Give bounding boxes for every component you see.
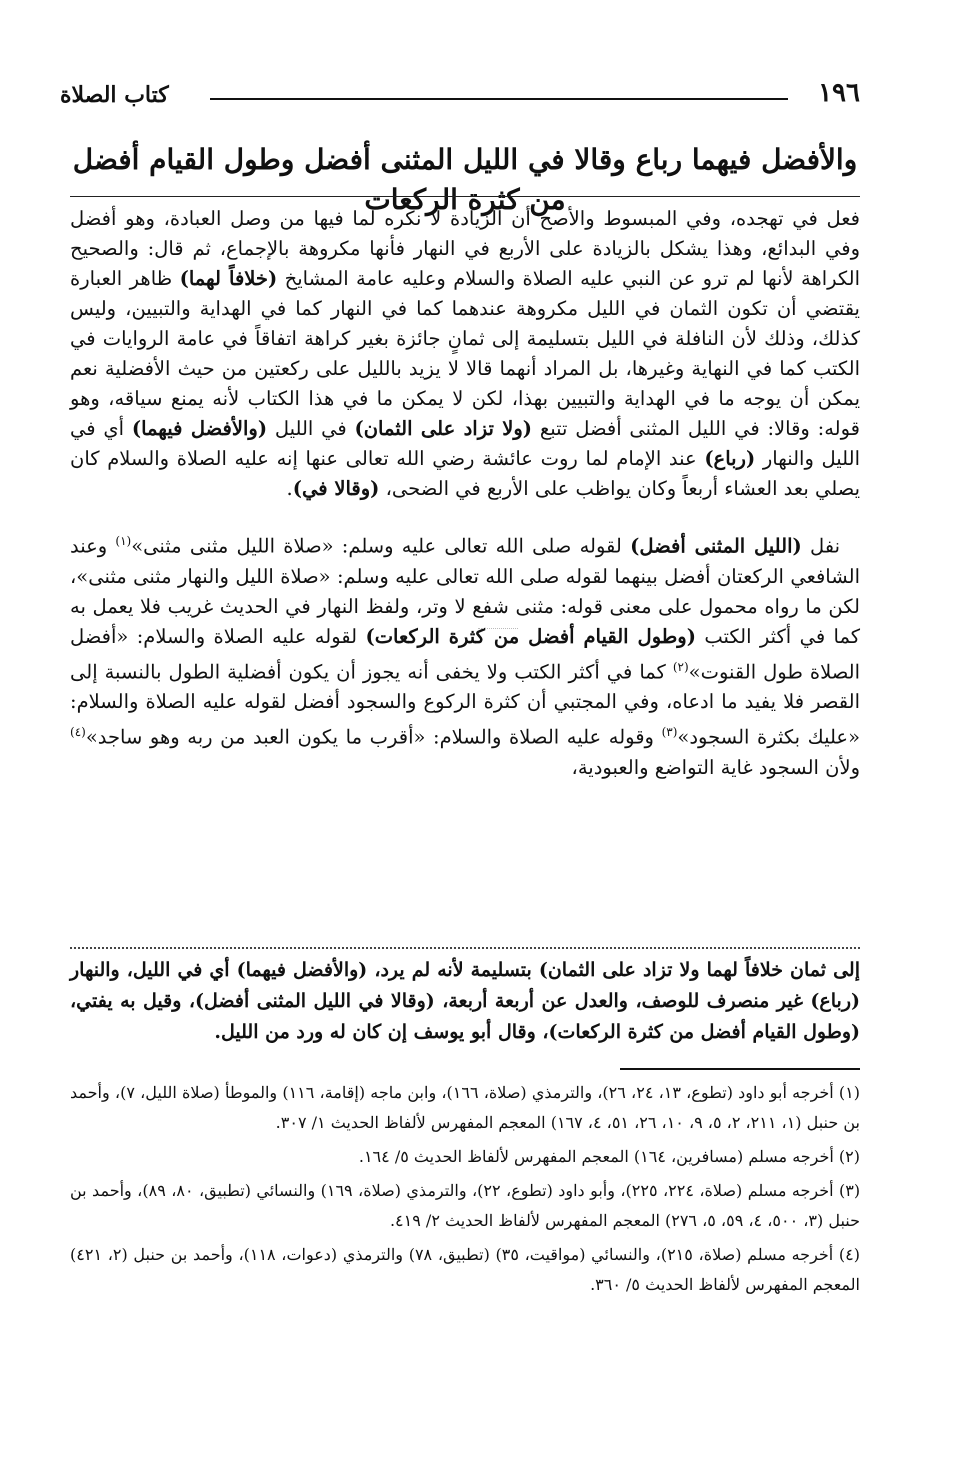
bold-matn-quote: (ولا تزاد على الثمان) — [354, 417, 533, 440]
text-run: وعند الشافعي الركعتان أفضل بينهما لقوله صلى الله تعالى عليه وسلم: «صلاة الليل والنهار مثنى مثنى»، لكن ما رواه محمول على معنى قوله: مثنى شفع لا وتر، ولفظ النهار في الحديث غريب فلا يعمل به كما في أكثر الكتب — [70, 534, 861, 648]
bold-matn-quote: (خلافاً لهما) — [179, 267, 278, 290]
footnote-4: (٤) أخرجه مسلم (صلاة، ٢١٥)، والنسائي (مواقيت، ٣٥) (تطبيق، ٧٨) والترمذي (دعوات، ١١٨)، وأحمد بن حنبل (٢، ٤٢١) المعجم المفهرس لألفاظ الحديث ٥/ ٣٦٠. — [70, 1245, 860, 1294]
text-run: وقوله عليه الصلاة والسلام: «أقرب ما يكون العبد من ربه وهو ساجد» — [85, 725, 654, 749]
page-header — [60, 70, 860, 110]
scan-artifact — [478, 628, 518, 629]
footnote-ref: (٤) — [70, 725, 86, 739]
bold-matn-quote: (وقالا في) — [292, 477, 380, 500]
header-rule — [210, 98, 788, 100]
text-run: ظاهر العبارة يقتضي أن تكون الثمان في الليل مكروهة عندهما كما في النهار كما في الهداية والتبيين، وليس كذلك، وذلك لأن النافلة في الليل بتسليمة إلى ثمانٍ جائزة بغير كراهة اتفاقاً في عامة الروايات في الكتب كما في النهاية وغيرها، بل المراد أنهما قالا لا يزيد بالليل على ركعتين من حيث الأفضلية نعم يمكن أن يوجه ما في الهداية والتبيين بهذا، لكن لا يمكن ما في هذا الكتاب لأنه يمنع سياقه، وهو قوله: وقالا: في الليل المثنى أفضل تتبع — [70, 267, 860, 440]
text-run: في الليل — [274, 417, 347, 440]
text-run: نفل — [809, 534, 841, 558]
dotted-separator — [70, 947, 860, 949]
bold-matn-quote: (رباع) — [704, 447, 756, 470]
bold-matn-quote: (الليل المثنى أفضل) — [630, 534, 802, 558]
footnote-1: (١) أخرجه أبو داود (تطوع، ١٣، ٢٤، ٢٦)، والترمذي (صلاة، ١٦٦)، وابن ماجه (إقامة، ١١٦) والموطأ (صلاة الليل، ٧)، وأحمد بن حنبل (١، ٢١١، ٢، ٥، ٩، ١٠، ٢٦، ٥١، ٤، ١٦٧) المعجم المفهرس لألفاظ الحديث ١/ ٣٠٧. — [70, 1083, 861, 1132]
text-run: عند الإمام لما روت عائشة رضي الله تعالى عنها إنه عليه الصلاة والسلام كان يصلي بعد العشاء أربعاً وكان يواظب على الأربع في الضحى، — [70, 447, 860, 500]
text-run: ولأن السجود غاية التواضع والعبودية، — [571, 755, 860, 779]
text-run: لقوله صلى الله تعالى عليه وسلم: «صلاة الليل مثنى مثنى» — [131, 534, 622, 558]
footnote-2: (٢) أخرجه مسلم (مسافرين، ١٦٤) المعجم المفهرس لألفاظ الحديث ٥/ ١٦٤. — [358, 1147, 860, 1166]
matn-heading: والأفضل فيهما رباع وقالا في الليل المثنى أفضل وطول القيام أفضل من كثرة الركعات — [72, 143, 858, 216]
footnote-ref: (٢) — [672, 659, 689, 674]
footnote-ref: (٣) — [661, 725, 678, 739]
footnote-3: (٣) أخرجه مسلم (صلاة، ٢٢٤، ٢٢٥)، وأبو داود (تطوع، ٢٢)، والترمذي (صلاة، ١٦٩) والنسائي (تطبيق، ٨٠، ٨٩)، وأحمد بن حنبل (٣، ٥٠٠، ٤، ٥٩، ٥، ٢٧٦) المعجم المفهرس لألفاظ الحديث ٢/ ٤١٩. — [70, 1181, 861, 1230]
matn-continued-text: إلى ثمان خلافاً لهما ولا تزاد على الثمان) بتسليمة لأنه لم يرد، (والأفضل فيهما) أي في الليل، والنهار (رباع) غير منصرف للوصف، والعدل عن أربعة أربعة، (وقالا في الليل المثنى أفضل)، وقيل به يفتي، (وطول القيام أفضل من كثرة الركعات)، وقال أبو يوسف إن كان له ورد من الليل. — [70, 959, 860, 1043]
footnote-rule — [620, 1068, 860, 1070]
footnotes — [70, 1078, 860, 1304]
text-run: فعل في تهجده، وفي المبسوط والأصح أن الزيادة لا نكره لما فيها من وصل العبادة، وهو أفضل وفي البدائع، وهذا يشكل بالزيادة على الأربع في النهار فأنها مكروهة بالإجماع، ثم قال: والصحيح الكراهة لأنها لم ترو عن النبي عليه الصلاة والسلام وعليه عامة المشايخ — [70, 207, 861, 290]
bold-matn-quote: (والأفضل فيهما) — [131, 417, 268, 440]
commentary-text — [70, 204, 860, 783]
footnote-ref: (١) — [115, 534, 132, 548]
commentary-paragraph-2 — [70, 526, 860, 783]
bold-matn-quote: (وطول القيام أفضل من كثرة الركعات) — [365, 624, 696, 648]
text-run: . — [286, 477, 293, 500]
running-title: كتاب الصلاة — [60, 82, 169, 108]
heading-divider — [70, 196, 860, 197]
commentary-paragraph-1 — [70, 204, 860, 504]
page-number: ١٩٦ — [818, 78, 860, 108]
text-run: أي في الليل والنهار — [70, 417, 860, 470]
text-run: كما في أكثر الكتب ولا يخفى أنه يجوز أن يكون أفضلية الطول بالنسبة إلى القصر فلا يفيد ما ادعاه، وفي المجتبي أن كثرة الركوع والسجود أفضل لقوله عليه الصلاة والسلام: «عليك بكثرة السجود» — [70, 660, 861, 749]
text-run: لقوله عليه الصلاة والسلام: «أفضل الصلاة طول القنوت» — [70, 624, 861, 683]
